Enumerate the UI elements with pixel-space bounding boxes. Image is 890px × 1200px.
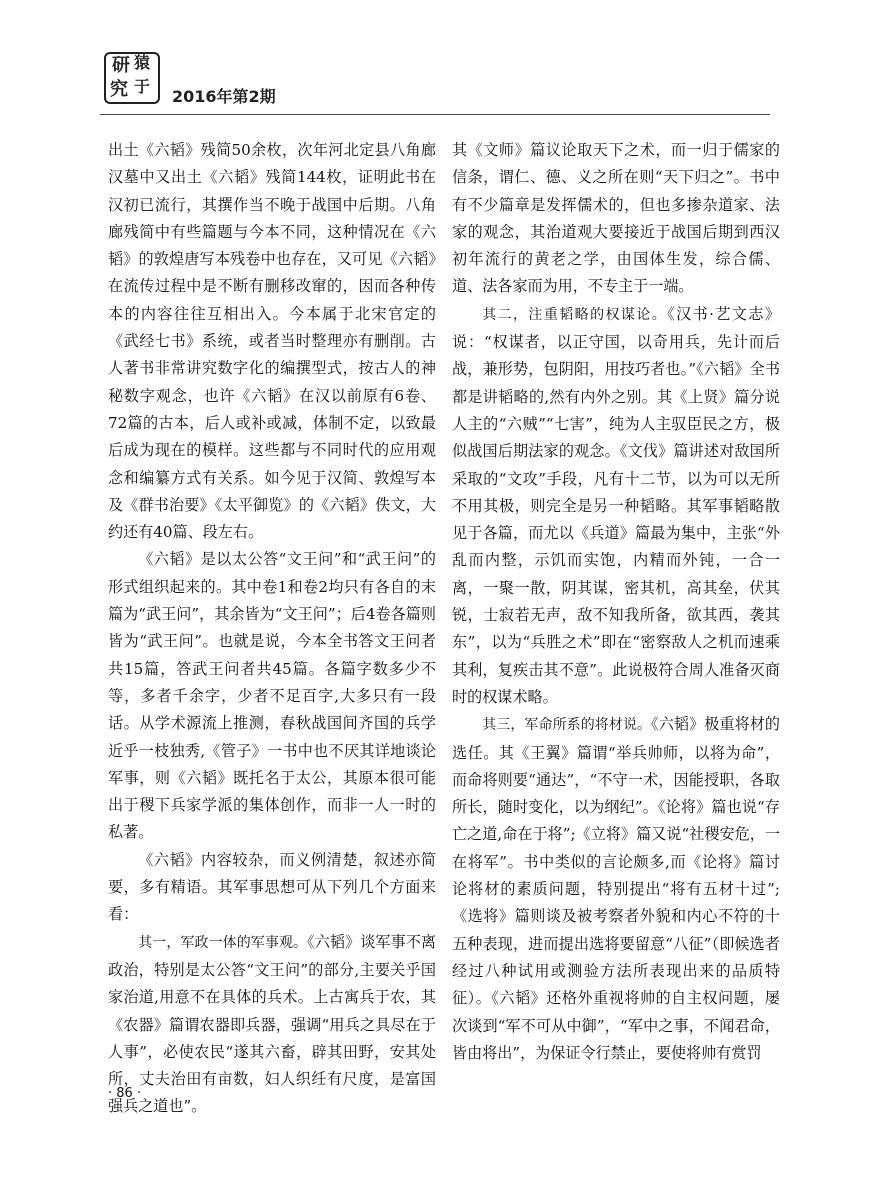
logo-char: 于 [134,77,151,96]
section-lead: 其三，军命所系的将材说。 [482,717,652,734]
paragraph: 《六韬》是以太公答“文王问”和“武王问”的形式组织起来的。其中卷1和卷2均只有各自的末篇为“武王问”，其余皆为“文王问”；后4卷各篇则皆为“武王问”。也就是说，今本全书答文王问者共15篇，答武王问者共45篇。各篇字数多少不等，多者千余字，少者不足百字,大多只有一段话。从学术源流上推测，春秋战国间齐国的兵学近乎一枝独秀,《管子》一书中也不厌其详地谈论军事，则《六韬》既托名于太公，其原本很可能出于稷下兵家学派的集体创作，而非一人一时的私著。 [108,550,436,842]
paragraph-body: 《六韬》谈军事不离政治，特别是太公答“文王问”的部分,主要关乎国家治道,用意不在具体的兵术。上古寓兵于农，其《农器》篇谓农器即兵器，强调“用兵之具尽在于人事”，必使农民“遂其六畜，辟其田野，安其处所，丈夫治田有亩数，妇人织纴有尺度，是富国强兵之道也”。 [108,932,437,1116]
paragraph: 出土《六韬》残简50余枚，次年河北定县八角廊汉墓中又出土《六韬》残简144枚，证明此书在汉初已流行，其撰作当不晚于战国中后期。八角廊残简中有些篇题与今本不同，这种情况在《六韬》的敦煌唐写本残卷中也存在，又可见《六韬》在流传过程中是不断有删移改窜的，因而各种传本的内容往往互相出入。今本属于北宋官定的《武经七书》系统，或者当时整理亦有删削。古人著书非常讲究数字化的编撰型式，按古人的神秘数字观念，也许《六韬》在汉以前原有6卷、72篇的古本，后人或补或减，体制不定，以致最后成为现在的模样。这些都与不同时代的应用观念和编纂方式有关系。如今见于汉简、敦煌写本及《群书治要》《太平御览》的《六韬》佚文，大约还有40篇、段左右。 [108,141,436,542]
logo-char: 究 [110,79,128,100]
paragraph: 《六韬》内容较杂，而义例清楚，叙述亦简要，多有精语。其军事思想可从下列几个方面来看： [108,850,436,924]
logo-char: 研 [112,55,130,76]
issue-label: 2016年第2期 [172,87,276,106]
right-column [452,137,780,1067]
paragraph [452,711,780,1067]
paragraph-body: 《汉书·艺文志》说：“权谋者，以正守国，以奇用兵，先计而后战，兼形势，包阴阳，用技巧者也。”《六韬》全书都是讲韬略的,然有内外之别。其《上贤》篇分说人主的“六贼”“七害”，纯为人主驭臣民之方，极似战国后期法家的观念。《文伐》篇讲述对敌国所采取的“文攻”手段，凡有十二节，以为可以无所不用其极，则完全是另一种韬略。其军事韬略散见于各篇，而尤以《兵道》篇最为集中，主张“外乱而内整，示饥而实饱，内精而外钝，一合一离，一聚一散，阴其谋，密其机，高其垒，伏其锐，士寂若无声，敌不知我所备，欲其西，袭其东”，以为“兵胜之术”即在“密察敌人之机而速乘其利，复疾击其不意”。此说极符合周人准备灭商时的权谋术略。 [452,304,781,706]
page-number: · 86 · [108,1086,142,1101]
page-header [100,48,800,118]
journal-logo [104,52,160,104]
left-column [108,137,436,1121]
paragraph: 其《文师》篇议论取天下之术，而一归于儒家的信条，谓仁、德、义之所在则“天下归之”。书中有不少篇章是发挥儒术的，但也多掺杂道家、法家的观念，其治道观大要接近于战国后期到西汉初年流行的黄老之学，由国体生发，综合儒、道、法各家而为用，不专主于一端。 [452,141,780,296]
paragraph [108,929,436,1121]
section-lead: 其一，军政一体的军事观。 [138,934,308,951]
paragraph-body: 《六韬》极重将材的选任。其《王翼》篇谓“举兵帅师，以将为命”，而命将则要“通达”，“不守一术，因能授职，各取所长，随时变化，以为纲纪”。《论将》篇也说“存亡之道,命在于将”;《立将》篇又说“社稷安危，一在将军”。书中类似的言论颇多,而《论将》篇讨论将材的素质问题，特别提出“将有五材十过”;《选将》篇则谈及被考察者外貌和内心不符的十五种表现，进而提出选将要留意“八征”（即候选者经过八种试用或测验方法所表现出来的品质特征）。《六韬》还格外重视将帅的自主权问题，屡次谈到“军不可从中御”，“军中之事，不闻君命，皆由将出”，为保证令行禁止，要使将帅有赏罚 [452,715,781,1062]
header-rule [100,114,770,115]
paragraph [452,301,780,711]
logo-char: 猿 [134,53,151,72]
section-lead: 其二，注重韬略的权谋论。 [482,306,668,323]
